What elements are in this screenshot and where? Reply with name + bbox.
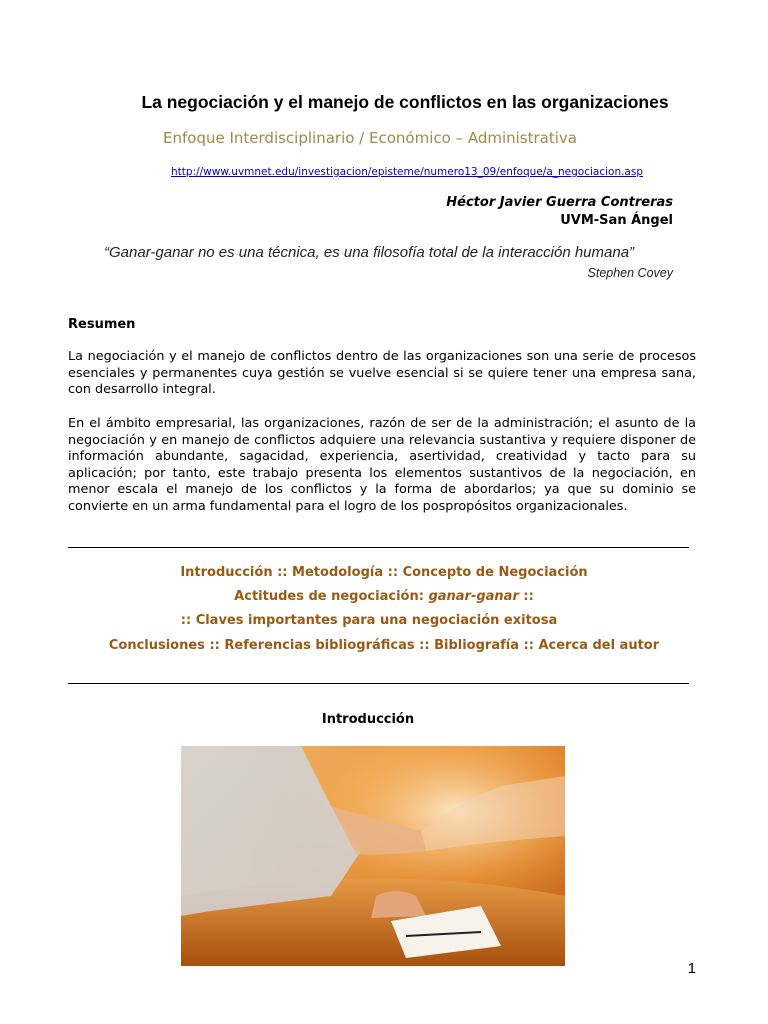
abstract-paragraph-1: La negociación y el manejo de conflictos dentro de las organizaciones son una serie de procesos esenciales y permanentes cuya gestión se vuelve esencial si se quiere tener una empresa sana, con desarrollo integral.: [68, 349, 696, 398]
epigraph-author: Stephen Covey: [587, 266, 673, 280]
nav-separator: ::: [277, 565, 288, 580]
nav-separator: ::: [523, 638, 534, 653]
document-title: La negociación y el manejo de conflictos en las organizaciones: [141, 92, 669, 112]
nav-separator: ::: [180, 613, 192, 628]
divider-top: [68, 547, 689, 548]
nav-link-introduccion[interactable]: Introducción: [180, 565, 273, 580]
nav-link-actitudes-label: Actitudes de negociación:: [234, 589, 424, 604]
nav-separator: ::: [209, 638, 220, 653]
nav-link-concepto[interactable]: Concepto de Negociación: [402, 565, 588, 580]
author-block: [446, 194, 673, 230]
nav-row-3: [0, 613, 753, 628]
handshake-photo: [181, 746, 565, 966]
nav-link-ganar-ganar: ganar-ganar: [428, 589, 519, 604]
source-url-link[interactable]: http://www.uvmnet.edu/investigacion/episteme/numero13_09/enfoque/a_negociacion.asp: [170, 166, 644, 178]
divider-bottom: [68, 683, 689, 684]
nav-link-bibliografia[interactable]: Bibliografía: [434, 638, 519, 653]
author-affiliation: UVM-San Ángel: [560, 213, 673, 228]
nav-separator: ::: [523, 589, 534, 604]
nav-row-2: [0, 589, 768, 604]
page-number: 1: [687, 960, 696, 977]
epigraph-quote: “Ganar-ganar no es una técnica, es una filosofía total de la interacción humana”: [104, 244, 635, 261]
nav-link-actitudes[interactable]: [234, 589, 519, 604]
nav-separator: ::: [419, 638, 430, 653]
nav-separator: ::: [387, 565, 399, 580]
abstract-paragraph-2: En el ámbito empresarial, las organizaciones, razón de ser de la administración; el asunto de la negociación y en manejo de conflictos adquiere una relevancia sustantiva y requiere disponer de información abundante, sagacidad, experiencia, asertividad, creatividad y tacto para su aplicación; por tanto, este trabajo presenta los elementos sustantivos de la negociación, en menor escala el manejo de los conflictos y la forma de abordarlos; ya que su dominio se convierte en un arma fundamental para el logro de los pospropósitos organizacionales.: [68, 416, 696, 514]
author-name: Héctor Javier Guerra Contreras: [446, 195, 673, 210]
nav-link-acerca[interactable]: Acerca del autor: [538, 638, 660, 653]
abstract-heading: Resumen: [68, 317, 136, 332]
nav-link-metodologia[interactable]: Metodología: [292, 565, 384, 580]
nav-link-conclusiones[interactable]: Conclusiones: [108, 638, 205, 653]
nav-row-4: [0, 638, 768, 653]
document-subtitle: Enfoque Interdisciplinario / Económico – Administrativa: [163, 129, 577, 147]
nav-link-claves[interactable]: Claves importantes para una negociación exitosa: [195, 613, 558, 628]
nav-link-referencias[interactable]: Referencias bibliográficas: [224, 638, 415, 653]
section-heading-introduccion: Introducción: [321, 712, 415, 727]
nav-row-1: [0, 565, 768, 580]
